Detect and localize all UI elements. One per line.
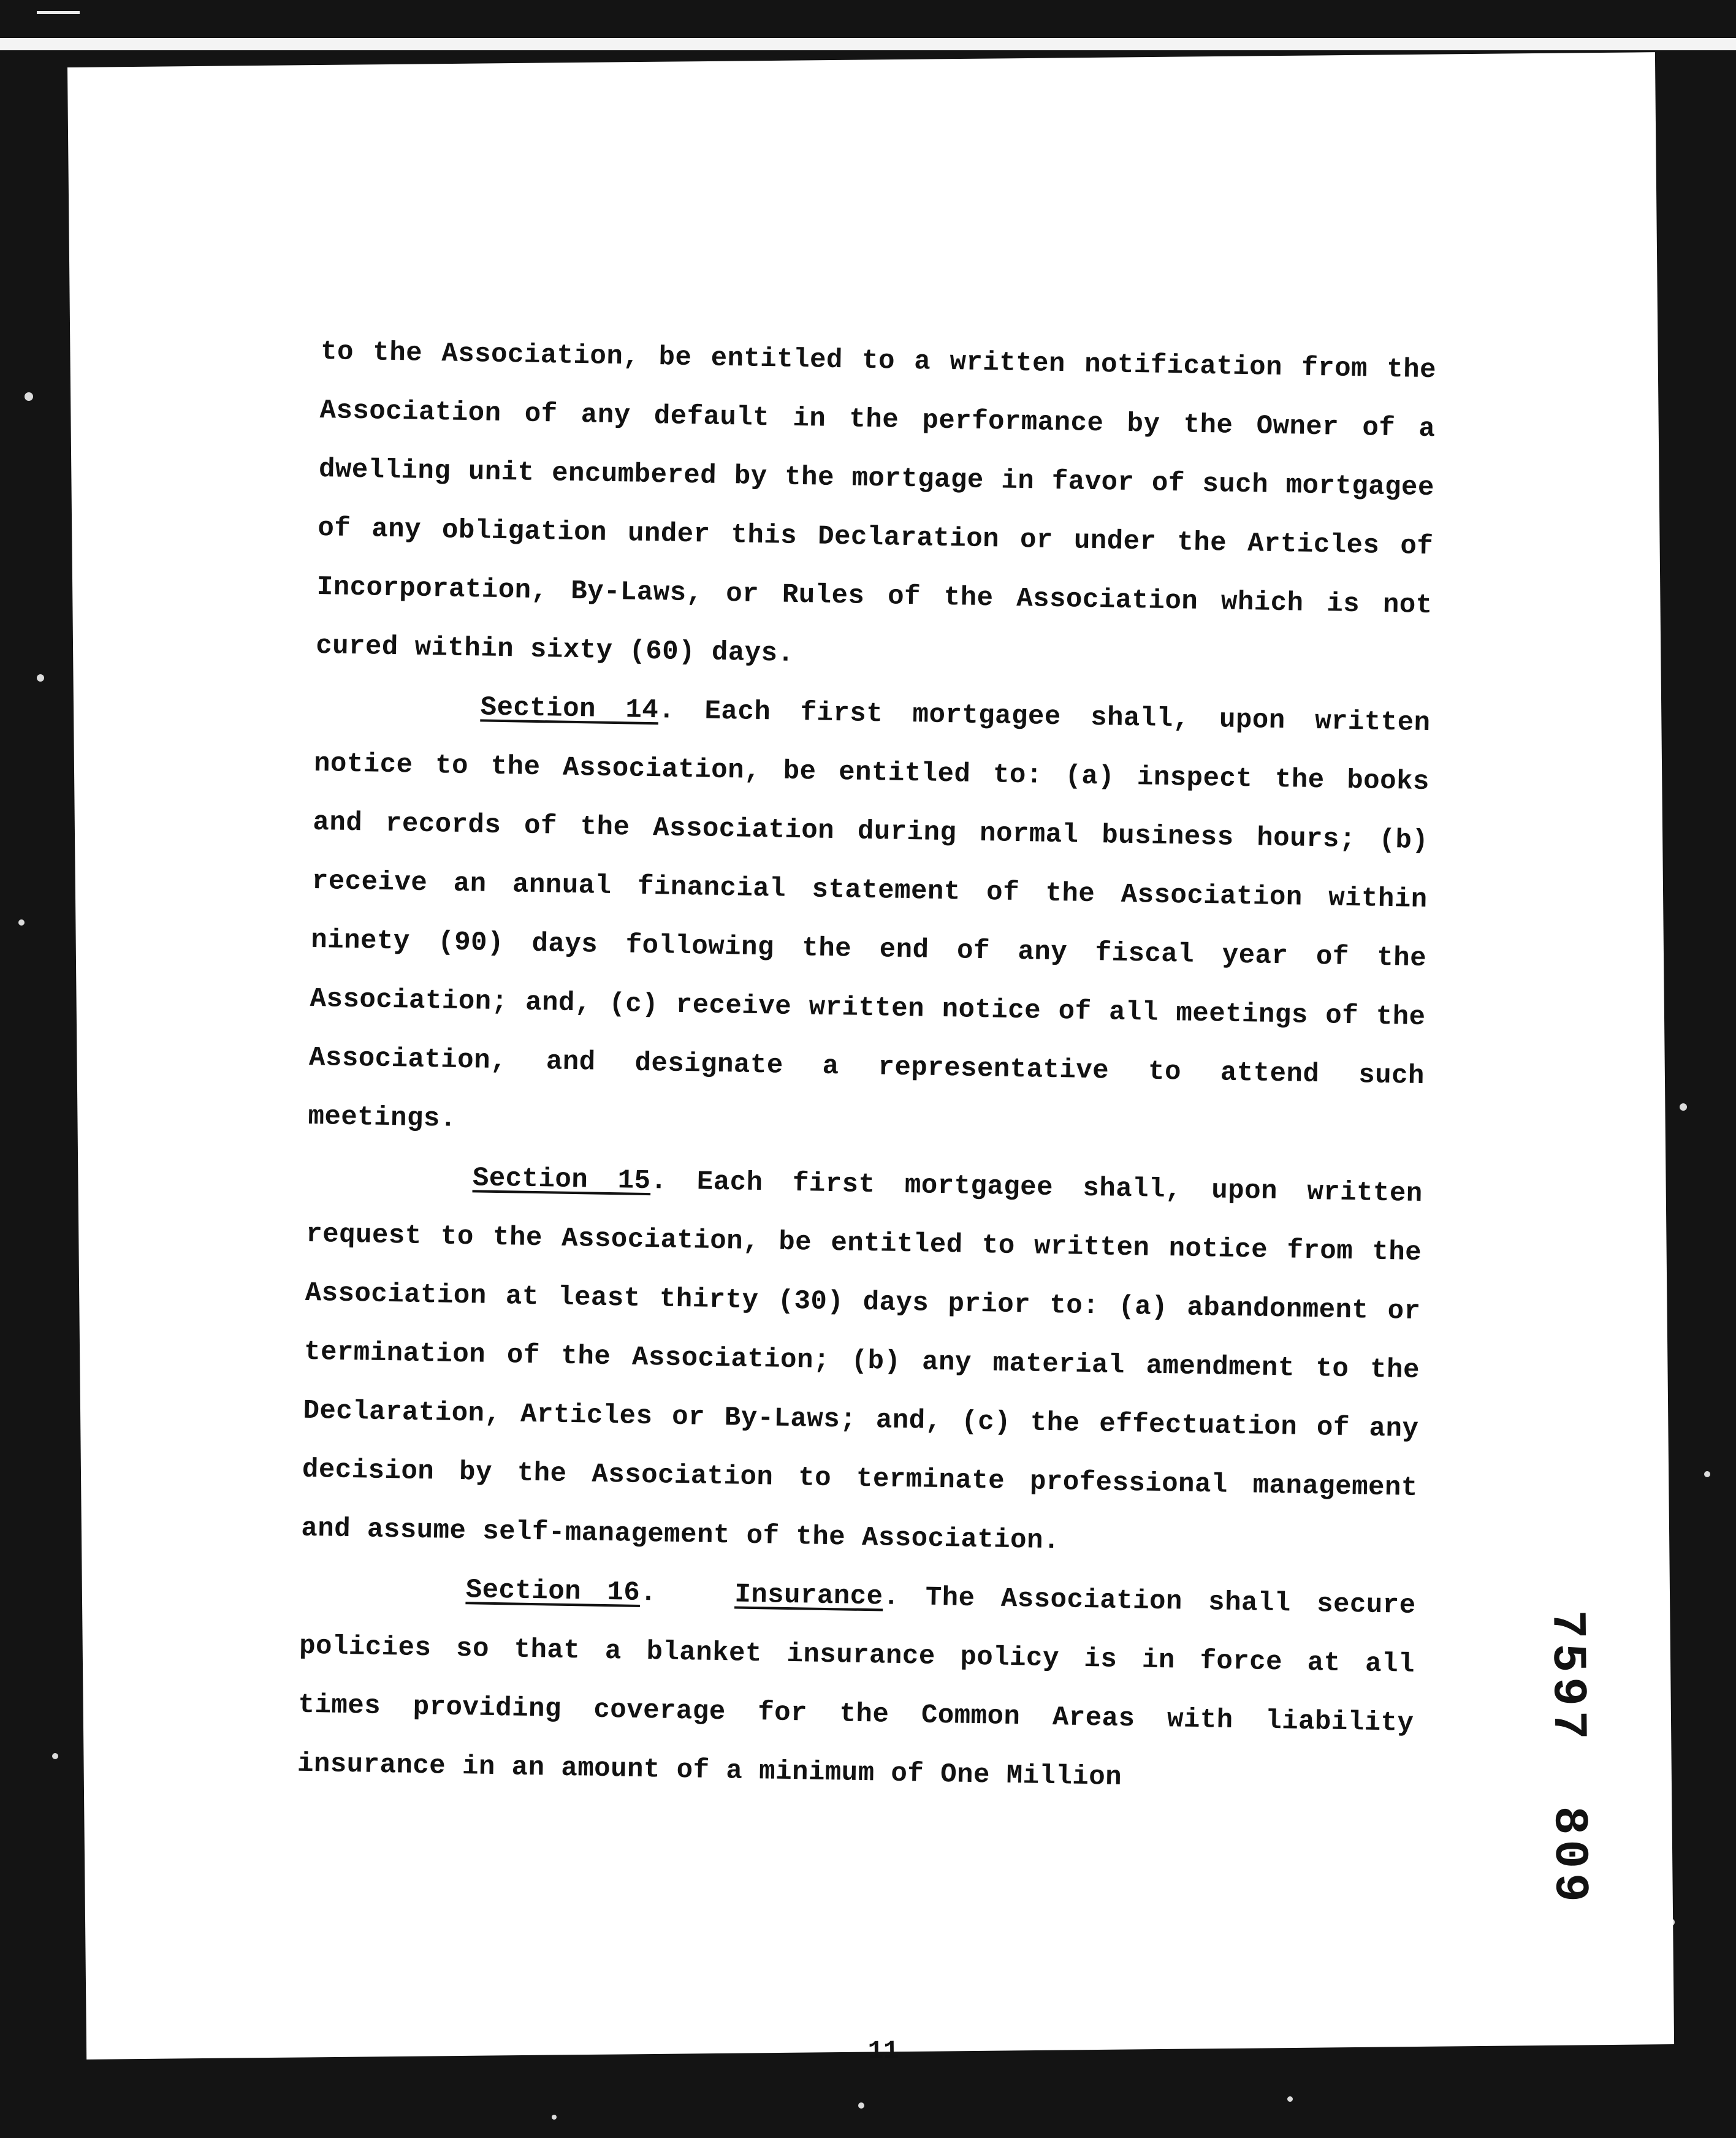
paragraph-text: The Association shall secure policies so that a blanket insurance policy is in force at all times providing coverage for the Common Areas with liability insurance in an amount of a minimum of One Million [297, 1581, 1416, 1794]
section-16-subject-suffix: . [883, 1581, 900, 1613]
document-page [67, 52, 1674, 2066]
scan-speck [18, 919, 25, 926]
stamp-page-number: 809 [1541, 1806, 1596, 1908]
paragraph-section-14 [308, 675, 1431, 1165]
paragraph-section-15 [301, 1146, 1423, 1577]
paragraph-continuation [315, 322, 1436, 694]
paragraph-text: Each first mortgagee shall, upon written notice to the Association, be entitled to: (a) inspect the books and records of the Association during normal business hours; (b) receive an annual financial statement of the Association within ninety (90) days following the end of any fiscal year of the Association; and, (c) receive written notice of all meetings of the Association, and designate a representative to attend such meetings. [308, 695, 1431, 1135]
section-16-subject: Insurance [734, 1579, 883, 1613]
scan-speck [52, 1753, 58, 1759]
page-number: 11 [867, 2036, 899, 2066]
section-15-title-suffix: . [650, 1166, 668, 1197]
scan-speck [552, 2115, 557, 2120]
scan-mark [37, 11, 80, 14]
scan-speck [1287, 2096, 1293, 2102]
section-15-title: Section 15 [472, 1163, 651, 1197]
section-16-title-suffix: . [639, 1577, 657, 1609]
section-14-title-suffix: . [658, 695, 676, 726]
scan-speck [25, 392, 33, 401]
scan-edge-strip [0, 38, 1736, 50]
scan-speck [1680, 1103, 1687, 1111]
page-body [297, 322, 1437, 1812]
recording-stamp [1535, 1610, 1605, 1908]
paragraph-text: Each first mortgagee shall, upon written request to the Association, be entitled to written notice from the Association at least thirty (30) days prior to: (a) abandonment or termination of the Association; (b) any material amendment to the Declaration, Articles or By-Laws; and, (c) the effectuation of any decision by the Association to terminate professional management and assume self-management of the Association. [300, 1166, 1423, 1557]
scan-speck [37, 674, 44, 682]
paragraph-text: to the Association, be entitled to a written notification from the Association of any default in the performance by the Owner of a dwelling unit encumbered by the mortgage in favor of such mortgagee of any obligation under this Declaration or under the Articles of Incorporation, By-Laws, or Rules of the Association which is not cured within sixty (60) days. [315, 337, 1437, 669]
scan-speck [1704, 1471, 1710, 1477]
paragraph-section-16 [297, 1558, 1416, 1812]
section-14-title: Section 14 [480, 692, 659, 726]
section-16-title: Section 16 [465, 1575, 641, 1608]
stamp-book-number: 7597 [1539, 1610, 1595, 1745]
scan-speck [858, 2102, 864, 2109]
